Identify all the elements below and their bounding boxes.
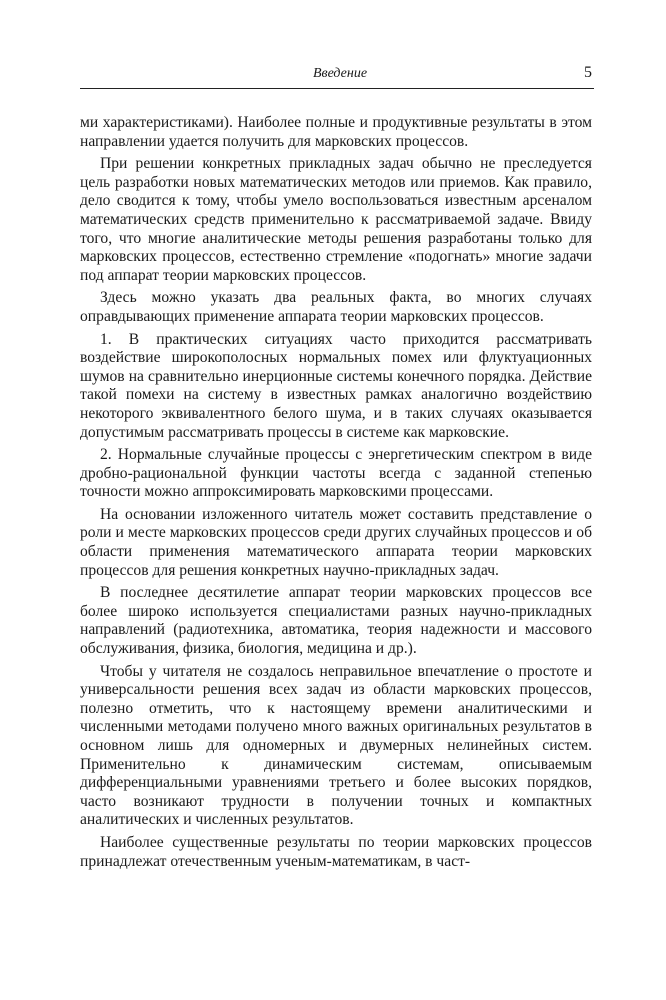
paragraph-continuation: ми характеристиками). Наиболее полные и продуктивные результаты в этом направлении удается получить для марковских процессов. [80, 114, 592, 150]
paragraph: На основании изложенного читатель может составить представление о роли и месте марковских процессов среди других случайных процессов и об области применения математического аппарата теории марковских процессов для решения конкретных научно-прикладных задач. [80, 505, 592, 579]
paragraph: При решении конкретных прикладных задач обычно не преследуется цель разработки новых математических методов или приемов. Как правило, дело сводится к тому, чтобы умело воспользоваться известным арсеналом математических средств применительно к рассматриваемой задаче. Ввиду того, что многие аналитические методы решения разработаны только для марковских процессов, естественно стремление «подогнать» многие задачи под аппарат теории марковских процессов. [80, 155, 592, 284]
paragraph-item-2: 2. Нормальные случайные процессы с энергетическим спектром в виде дробно-рациональной функции частоты всегда с заданной степенью точности можно аппроксимировать марковскими процессами. [80, 446, 592, 501]
paragraph: Наиболее существенные результаты по теории марковских процессов принадлежат отечественным ученым-математикам, в част- [80, 833, 592, 870]
page-number: 5 [584, 64, 592, 81]
body-text [80, 114, 592, 875]
running-head [80, 62, 600, 86]
paragraph: В последнее десятилетие аппарат теории марковских процессов все более широко используется специалистами разных научно-прикладных направлений (радиотехника, автоматика, теория надежности и массового обслуживания, физика, биология, медицина и др.). [80, 584, 592, 658]
paragraph: Здесь можно указать два реальных факта, во многих случаях оправдывающих применение аппарата теории марковских процессов. [80, 289, 592, 325]
paragraph: Чтобы у читателя не создалось неправильное впечатление о простоте и универсальности решения всех задач из области марковских процессов, полезно отметить, что к настоящему времени аналитическими и численными методами получено много важных оригинальных результатов в основном лишь для одномерных и двумерных нелинейных систем. Применительно к динамическим системам, описываемым дифференциальными уравнениями третьего и более высоких порядков, часто возникают трудности в получении точных и компактных аналитических и численных результатов. [80, 662, 592, 829]
paragraph-item-1: 1. В практических ситуациях часто приходится рассматривать воздействие широкополосных нормальных помех или флуктуационных шумов на сравнительно инерционные системы конечного порядка. Действие такой помехи на систему в известных рамках аналогично воздействию некоторого эквивалентного белого шума, и в таких случаях оказывается допустимым рассматривать процессы в системе как марковские. [80, 330, 592, 441]
chapter-title: Введение [312, 66, 368, 81]
header-rule [80, 88, 594, 89]
